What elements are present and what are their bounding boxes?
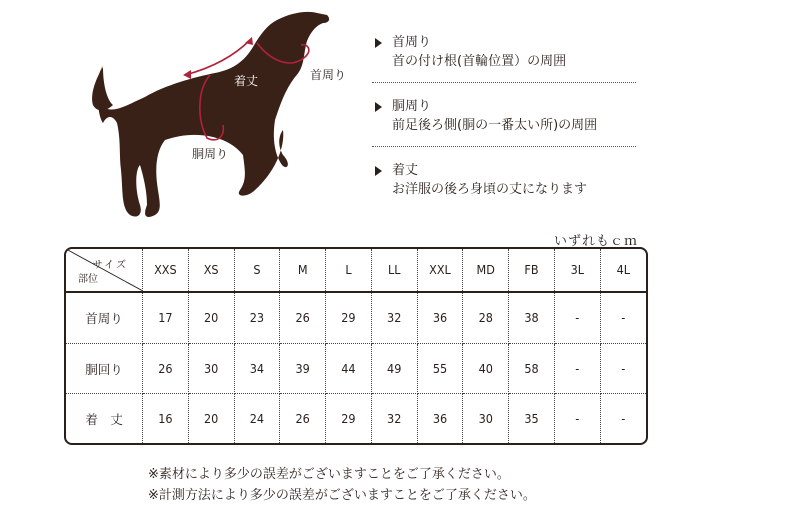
unit-note: いずれもｃｍ: [554, 234, 639, 249]
table-row: [66, 292, 646, 344]
legend-desc: 前足後ろ側(胴の一番太い所)の周囲: [392, 118, 598, 133]
table-cell: 26: [280, 292, 326, 344]
dog-silhouette-illustration: [85, 5, 365, 225]
legend-title: 胴周り: [392, 99, 432, 114]
legend-desc: お洋服の後ろ身頃の丈になります: [392, 182, 588, 197]
size-table: [64, 247, 648, 445]
table-cell: 20: [188, 292, 234, 344]
dog-tail: [92, 67, 113, 110]
neck-label: 首周り: [310, 68, 347, 82]
corner-size-label: サイズ: [92, 260, 128, 271]
table-row: [66, 343, 646, 393]
table-cell: 36: [417, 394, 463, 443]
table-cell: -: [554, 394, 600, 443]
table-cell: 16: [143, 394, 189, 443]
table-header-row: [66, 249, 646, 292]
footnotes: [148, 464, 536, 506]
length-label: 着丈: [234, 74, 259, 88]
table-cell: 32: [371, 394, 417, 443]
table-cell: 39: [280, 343, 326, 393]
table-cell: -: [554, 343, 600, 393]
table-cell: 28: [463, 292, 509, 344]
size-header: MD: [463, 249, 509, 292]
table-corner-cell: [66, 249, 143, 292]
table-cell: 55: [417, 343, 463, 393]
triangle-bullet-icon: [375, 38, 382, 48]
chest-label: 胴周り: [192, 147, 229, 161]
legend-item-length: [372, 161, 636, 221]
table-cell: -: [600, 292, 646, 344]
size-header: FB: [509, 249, 555, 292]
footnote: ※素材により多少の誤差がございますことをご了承ください。: [148, 467, 510, 482]
legend-desc: 首の付け根(首輪位置）の周囲: [392, 54, 567, 69]
divider: [372, 82, 636, 83]
size-header: 4L: [600, 249, 646, 292]
table-row: [66, 394, 646, 443]
size-header: XS: [188, 249, 234, 292]
size-header: S: [234, 249, 280, 292]
table-cell: 29: [326, 292, 372, 344]
size-header: M: [280, 249, 326, 292]
table-cell: -: [600, 343, 646, 393]
size-header: LL: [371, 249, 417, 292]
table-cell: 29: [326, 394, 372, 443]
table-cell: 32: [371, 292, 417, 344]
divider: [372, 146, 636, 147]
row-label: 首周り: [66, 292, 143, 344]
corner-part-label: 部位: [78, 273, 98, 285]
footnote: ※計測方法により多少の誤差がございますことをご了承ください。: [148, 488, 536, 503]
legend-item-neck: [372, 33, 636, 93]
table-cell: 49: [371, 343, 417, 393]
row-label: 胴回り: [66, 343, 143, 393]
size-header: XXS: [143, 249, 189, 292]
triangle-bullet-icon: [375, 102, 382, 112]
legend-item-chest: [372, 97, 636, 157]
dog-body: [97, 12, 330, 217]
table-cell: 58: [509, 343, 555, 393]
table-cell: 36: [417, 292, 463, 344]
table-cell: 17: [143, 292, 189, 344]
size-header: L: [326, 249, 372, 292]
row-label: 着 丈: [66, 394, 143, 443]
length-arrow-tail: [183, 70, 191, 79]
table-cell: 30: [463, 394, 509, 443]
size-header: 3L: [554, 249, 600, 292]
table-cell: 26: [280, 394, 326, 443]
table-cell: 44: [326, 343, 372, 393]
table-cell: 24: [234, 394, 280, 443]
table-cell: 38: [509, 292, 555, 344]
table-cell: 35: [509, 394, 555, 443]
size-header: XXL: [417, 249, 463, 292]
table-cell: 20: [188, 394, 234, 443]
triangle-bullet-icon: [375, 166, 382, 176]
table-cell: -: [621, 411, 626, 427]
table-cell: 30: [188, 343, 234, 393]
legend-title: 着丈: [392, 163, 419, 178]
table-cell: 40: [463, 343, 509, 393]
table-cell: 26: [143, 343, 189, 393]
legend-title: 首周り: [392, 35, 432, 50]
table-cell: 23: [234, 292, 280, 344]
table-cell: 34: [234, 343, 280, 393]
measurement-legend: [372, 33, 636, 221]
table-cell: -: [554, 292, 600, 344]
